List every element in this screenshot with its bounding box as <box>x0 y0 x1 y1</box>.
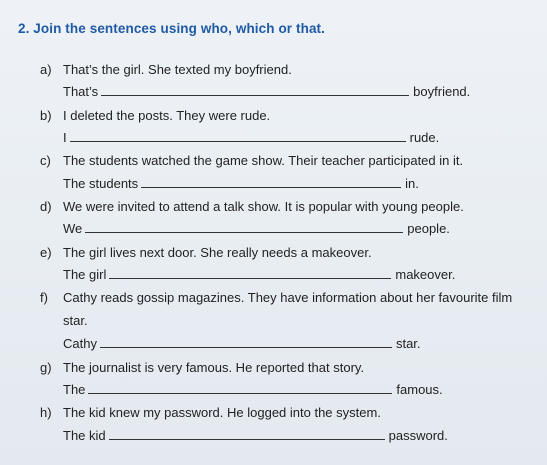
answer-end: people. <box>407 221 450 236</box>
answer-line <box>63 84 470 99</box>
item-letter: b) <box>40 108 52 123</box>
answer-blank[interactable] <box>88 382 392 394</box>
answer-blank[interactable] <box>109 267 391 279</box>
answer-blank[interactable] <box>85 221 403 233</box>
item-letter: f) <box>40 290 48 305</box>
item-sentence: Cathy reads gossip magazines. They have information about her favourite film <box>63 290 513 305</box>
answer-end: rude. <box>409 130 440 145</box>
answer-blank[interactable] <box>70 130 406 142</box>
item-sentence: That’s the girl. She texted my boyfriend. <box>63 62 292 77</box>
answer-start: That’s <box>63 84 99 99</box>
answer-start: I <box>63 130 67 145</box>
answer-end: password. <box>388 428 448 443</box>
item-sentence: The students watched the game show. Their teacher participated in it. <box>63 153 464 168</box>
answer-line <box>63 336 421 351</box>
item-letter: c) <box>40 153 51 168</box>
answer-end: star. <box>395 336 421 351</box>
item-sentence: The journalist is very famous. He reported that story. <box>63 360 365 375</box>
answer-start: Cathy <box>63 336 97 351</box>
answer-blank[interactable] <box>141 176 401 188</box>
answer-start: We <box>63 221 83 236</box>
answer-line <box>63 382 443 397</box>
item-sentence: The kid knew my password. He logged into the system. <box>63 405 381 420</box>
answer-end: famous. <box>396 382 443 397</box>
item-letter: e) <box>40 245 52 260</box>
answer-line <box>63 221 450 236</box>
item-letter: d) <box>40 199 52 214</box>
answer-line <box>63 130 439 145</box>
item-sentence: I deleted the posts. They were rude. <box>63 108 271 123</box>
answer-end: boyfriend. <box>413 84 471 99</box>
answer-blank[interactable] <box>101 84 409 96</box>
item-sentence: The girl lives next door. She really needs a makeover. <box>63 245 372 260</box>
answer-blank[interactable] <box>109 428 385 440</box>
exercise-title: 2. Join the sentences using who, which or that. <box>18 21 325 36</box>
item-letter: g) <box>40 360 52 375</box>
item-sentence: We were invited to attend a talk show. It is popular with young people. <box>63 199 464 214</box>
answer-line <box>63 176 419 191</box>
answer-line <box>63 428 448 443</box>
answer-start: The students <box>63 176 139 191</box>
item-letter: h) <box>40 405 52 420</box>
answer-blank[interactable] <box>100 336 392 348</box>
answer-start: The <box>63 382 86 397</box>
item-sentence-continued: star. <box>63 313 88 328</box>
answer-start: The kid <box>63 428 106 443</box>
answer-end: in. <box>405 176 419 191</box>
answer-line <box>63 267 455 282</box>
answer-start: The girl <box>63 267 107 282</box>
answer-end: makeover. <box>395 267 456 282</box>
item-letter: a) <box>40 62 52 77</box>
